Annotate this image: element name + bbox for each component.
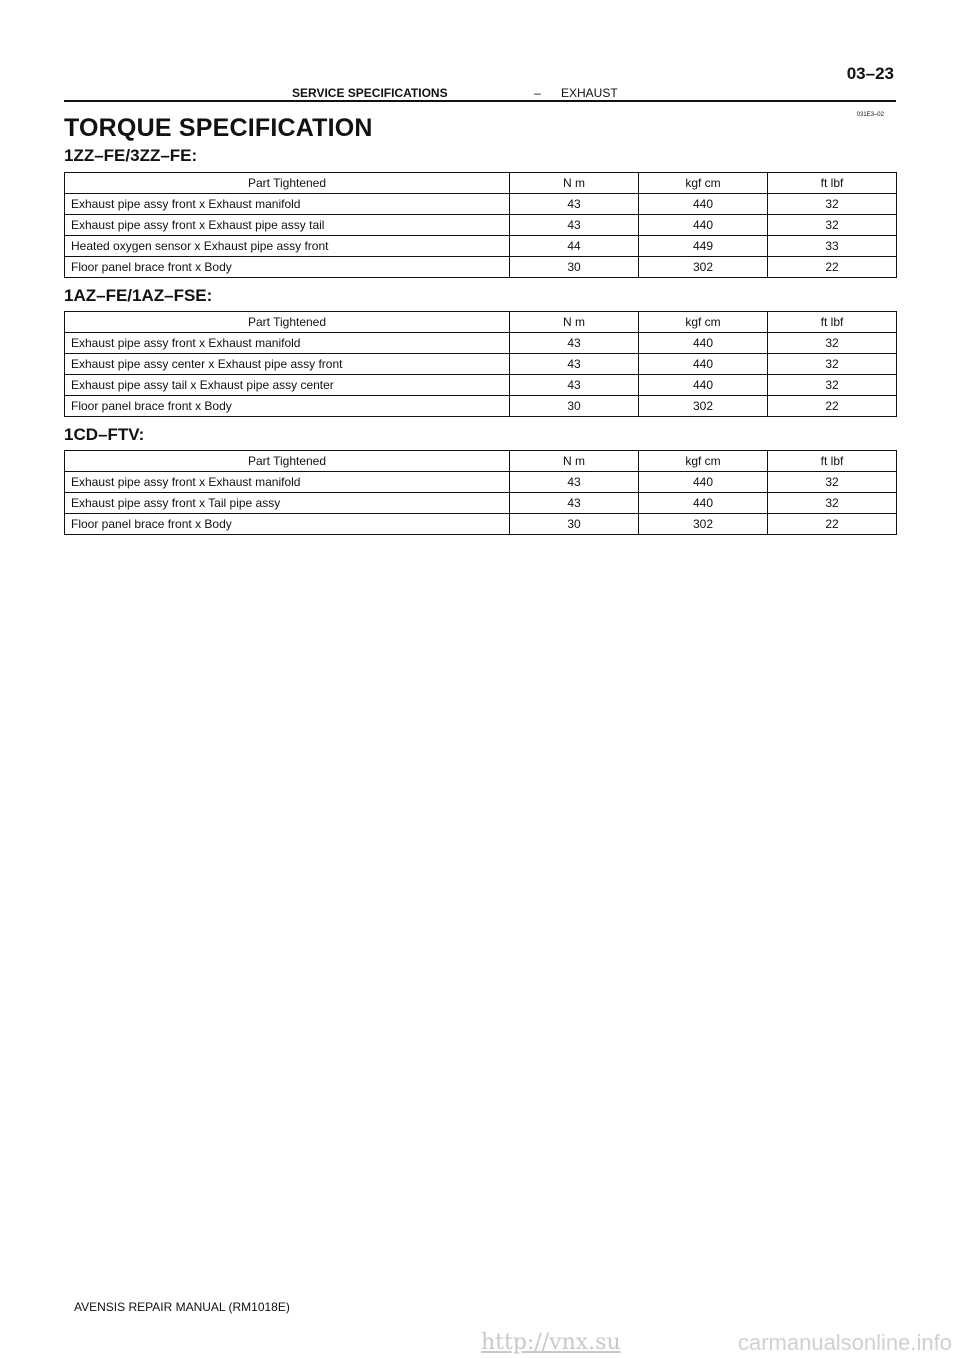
header-section-title: SERVICE SPECIFICATIONS (292, 86, 448, 100)
col-header-nm: N m (510, 451, 639, 472)
header-dash: – (534, 86, 541, 100)
kgfcm-cell: 440 (639, 194, 768, 215)
ftlbf-cell: 22 (768, 396, 897, 417)
header-rule (64, 100, 896, 102)
table-header-row (65, 451, 897, 472)
watermark-brand: carmanualsonline.info (737, 1330, 952, 1355)
kgfcm-cell: 302 (639, 514, 768, 535)
torque-table-1cd (64, 450, 897, 535)
part-cell: Exhaust pipe assy front x Exhaust pipe assy tail (65, 215, 510, 236)
col-header-kgfcm: kgf cm (639, 451, 768, 472)
part-cell: Floor panel brace front x Body (65, 514, 510, 535)
col-header-kgfcm: kgf cm (639, 173, 768, 194)
table-header-row (65, 173, 897, 194)
table-row (65, 257, 897, 278)
col-header-part: Part Tightened (65, 173, 510, 194)
header-subsection-title: EXHAUST (561, 86, 618, 100)
ftlbf-cell: 32 (768, 472, 897, 493)
nm-cell: 43 (510, 333, 639, 354)
nm-cell: 43 (510, 194, 639, 215)
ftlbf-cell: 22 (768, 257, 897, 278)
page-number: 03–23 (846, 64, 894, 83)
kgfcm-cell: 440 (639, 354, 768, 375)
ftlbf-cell: 32 (768, 194, 897, 215)
part-cell: Exhaust pipe assy front x Exhaust manifold (65, 194, 510, 215)
nm-cell: 30 (510, 257, 639, 278)
col-header-ftlbf: ft lbf (768, 451, 897, 472)
kgfcm-cell: 302 (639, 396, 768, 417)
kgfcm-cell: 440 (639, 375, 768, 396)
ftlbf-cell: 32 (768, 493, 897, 514)
part-cell: Exhaust pipe assy front x Tail pipe assy (65, 493, 510, 514)
col-header-nm: N m (510, 173, 639, 194)
table-row (65, 194, 897, 215)
document-code: 031E3–02 (856, 112, 884, 118)
col-header-kgfcm: kgf cm (639, 312, 768, 333)
table-row (65, 514, 897, 535)
kgfcm-cell: 440 (639, 333, 768, 354)
nm-cell: 43 (510, 354, 639, 375)
nm-cell: 43 (510, 375, 639, 396)
ftlbf-cell: 33 (768, 236, 897, 257)
kgfcm-cell: 302 (639, 257, 768, 278)
ftlbf-cell: 32 (768, 215, 897, 236)
part-cell: Exhaust pipe assy front x Exhaust manifold (65, 472, 510, 493)
ftlbf-cell: 32 (768, 333, 897, 354)
table-row (65, 215, 897, 236)
engine-heading-1cd: 1CD–FTV: (64, 425, 145, 444)
kgfcm-cell: 449 (639, 236, 768, 257)
engine-heading-1az: 1AZ–FE/1AZ–FSE: (64, 286, 213, 305)
kgfcm-cell: 440 (639, 493, 768, 514)
nm-cell: 43 (510, 472, 639, 493)
col-header-nm: N m (510, 312, 639, 333)
col-header-part: Part Tightened (65, 312, 510, 333)
table-row (65, 354, 897, 375)
nm-cell: 43 (510, 215, 639, 236)
nm-cell: 30 (510, 514, 639, 535)
part-cell: Exhaust pipe assy tail x Exhaust pipe assy center (65, 375, 510, 396)
ftlbf-cell: 32 (768, 375, 897, 396)
engine-heading-1zz: 1ZZ–FE/3ZZ–FE: (64, 146, 198, 165)
part-cell: Heated oxygen sensor x Exhaust pipe assy front (65, 236, 510, 257)
table-header-row (65, 312, 897, 333)
torque-table-1zz (64, 172, 897, 278)
table-row (65, 396, 897, 417)
watermark-link[interactable]: http://vnx.su (481, 1330, 621, 1355)
table-row (65, 493, 897, 514)
nm-cell: 44 (510, 236, 639, 257)
part-cell: Exhaust pipe assy center x Exhaust pipe assy front (65, 354, 510, 375)
part-cell: Floor panel brace front x Body (65, 257, 510, 278)
page-footer: AVENSIS REPAIR MANUAL (RM1018E) (74, 1300, 290, 1314)
kgfcm-cell: 440 (639, 215, 768, 236)
part-cell: Floor panel brace front x Body (65, 396, 510, 417)
table-row (65, 236, 897, 257)
col-header-part: Part Tightened (65, 451, 510, 472)
ftlbf-cell: 22 (768, 514, 897, 535)
page-title: TORQUE SPECIFICATION (64, 114, 373, 142)
table-row (65, 375, 897, 396)
torque-table-1az (64, 311, 897, 417)
col-header-ftlbf: ft lbf (768, 312, 897, 333)
nm-cell: 30 (510, 396, 639, 417)
kgfcm-cell: 440 (639, 472, 768, 493)
table-row (65, 333, 897, 354)
part-cell: Exhaust pipe assy front x Exhaust manifold (65, 333, 510, 354)
nm-cell: 43 (510, 493, 639, 514)
table-row (65, 472, 897, 493)
ftlbf-cell: 32 (768, 354, 897, 375)
col-header-ftlbf: ft lbf (768, 173, 897, 194)
